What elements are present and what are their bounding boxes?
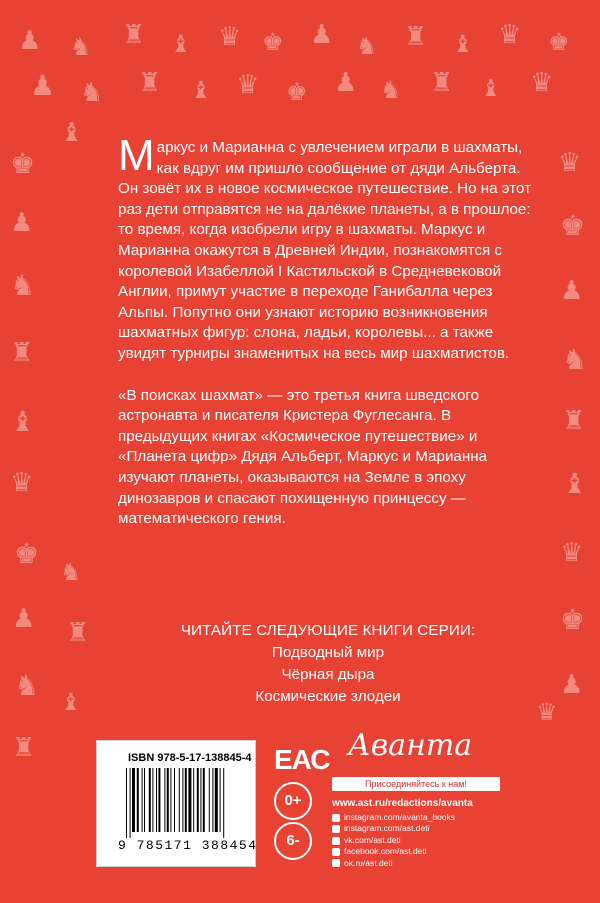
chess-piece-icon: ♞ bbox=[80, 78, 104, 108]
chess-piece-icon: ♜ bbox=[138, 68, 162, 98]
chess-piece-icon: ♝ bbox=[480, 74, 502, 102]
barcode-bar bbox=[156, 768, 157, 832]
barcode-bar bbox=[126, 768, 127, 838]
barcode-bar bbox=[149, 768, 151, 832]
blurb-text bbox=[118, 131, 538, 530]
barcode-bar bbox=[182, 768, 183, 832]
instagram-icon bbox=[332, 814, 340, 822]
chess-piece-icon: ♚ bbox=[262, 28, 284, 56]
series-list bbox=[118, 620, 538, 708]
chess-piece-icon: ♛ bbox=[10, 468, 34, 498]
social-link: instagram.com/avanta_books bbox=[344, 812, 456, 822]
chess-piece-icon: ♞ bbox=[562, 343, 588, 376]
chess-piece-icon: ♜ bbox=[430, 68, 454, 98]
chess-piece-icon: ♝ bbox=[60, 688, 82, 716]
barcode-bar bbox=[158, 768, 160, 832]
chess-piece-icon: ♝ bbox=[452, 30, 474, 58]
barcode-bar bbox=[152, 768, 153, 832]
chess-piece-icon: ♟ bbox=[560, 276, 584, 306]
barcode-bar bbox=[137, 768, 139, 832]
chess-piece-icon: ♞ bbox=[356, 32, 378, 60]
vk-icon bbox=[332, 837, 340, 845]
barcode-bar bbox=[142, 768, 143, 832]
barcode-bar bbox=[220, 768, 221, 832]
eac-mark: ЕАС bbox=[274, 744, 330, 775]
chess-piece-icon: ♛ bbox=[498, 20, 522, 50]
series-book: Космические злодеи bbox=[255, 688, 401, 705]
chess-piece-icon: ♜ bbox=[66, 618, 90, 648]
chess-piece-icon: ♟ bbox=[334, 68, 358, 98]
social-links bbox=[332, 812, 455, 869]
chess-piece-icon: ♜ bbox=[122, 20, 146, 50]
barcode-bar bbox=[185, 768, 187, 832]
barcode-bar bbox=[164, 768, 165, 832]
chess-piece-icon: ♛ bbox=[558, 148, 582, 178]
social-link: ok.ru/ast.deti bbox=[344, 857, 393, 868]
social-link: facebook.com/ast.deti bbox=[344, 846, 427, 857]
age-rating-badge: 0+ bbox=[274, 782, 312, 820]
chess-piece-icon: ♟ bbox=[12, 604, 36, 634]
chess-piece-icon: ♝ bbox=[562, 467, 588, 500]
chess-piece-icon: ♜ bbox=[562, 406, 586, 436]
barcode-bar bbox=[215, 768, 218, 832]
series-book: Подводный мир bbox=[271, 644, 385, 661]
chess-piece-icon: ♜ bbox=[404, 22, 428, 52]
chess-piece-icon: ♝ bbox=[170, 30, 192, 58]
barcode-bar bbox=[170, 768, 171, 832]
chess-piece-icon: ♚ bbox=[560, 603, 586, 636]
social-link: vk.com/ast.deti bbox=[344, 834, 401, 845]
chess-piece-icon: ♚ bbox=[286, 78, 308, 106]
chess-piece-icon: ♚ bbox=[560, 209, 586, 242]
chess-piece-icon: ♝ bbox=[60, 118, 84, 148]
barcode-number: 9 785171 388454 bbox=[118, 838, 258, 853]
barcode-bar bbox=[130, 768, 131, 838]
chess-piece-icon: ♞ bbox=[10, 269, 36, 302]
barcode-bar bbox=[179, 768, 180, 832]
chess-piece-icon: ♟ bbox=[310, 20, 334, 50]
publisher-logo: Аванта bbox=[348, 728, 473, 763]
series-heading: ЧИТАЙТЕ СЛЕДУЮЩИЕ КНИГИ СЕРИИ: bbox=[180, 622, 476, 639]
chess-piece-icon: ♞ bbox=[60, 558, 82, 586]
age-rating-badge: 6- bbox=[274, 822, 312, 860]
chess-piece-icon: ♟ bbox=[560, 670, 584, 700]
barcode-bar bbox=[209, 768, 210, 832]
chess-piece-icon: ♟ bbox=[30, 69, 56, 102]
chess-piece-icon: ♚ bbox=[10, 147, 36, 180]
barcode-bar bbox=[212, 768, 213, 832]
publisher-site: www.ast.ru/redactions/avanta bbox=[332, 798, 473, 809]
blurb-paragraph-1: аркус и Марианна с увлечением играли в шахматы, как вдруг им пришло сообщение от дяди Альберта. Он зовёт их в новое космическое путешествие. Но на этот раз дети отправятся не на далёкие планеты, а в прошлое: то время, когда изобрели игру в шахматы. Маркус и Марианна окажутся в Древней Индии, познакомятся с королевой Изабеллой I Кастильской в Средневековой Англии, примут участие в переходе Ганибалла через Альпы. Попутно они узнают историю возникновения шахматных фигур: слона, ладьи, королевы... а также увидят турниры знаменитых на весь мир шахматистов. bbox=[118, 139, 532, 362]
chess-piece-icon: ♞ bbox=[380, 76, 402, 104]
barcode-bar bbox=[144, 768, 145, 832]
chess-piece-icon: ♝ bbox=[190, 76, 212, 104]
barcode-bar bbox=[132, 768, 135, 832]
barcode-bar bbox=[223, 768, 224, 838]
chess-piece-icon: ♞ bbox=[70, 33, 92, 61]
ok-icon bbox=[332, 859, 340, 867]
chess-piece-icon: ♛ bbox=[536, 698, 558, 726]
blurb-paragraph-2: «В поисках шахмат» — это третья книга шведского астронавта и писателя Кристера Фуглесанга. В предыдущих книгах «Космическое путешествие» и «Планета цифр» Дядя Альберт, Маркус и Марианна изучают планеты, оказываются на Земле в эпоху динозавров и спасают похищенную принцессу — математического гения. bbox=[118, 386, 488, 528]
series-book: Чёрная дыра bbox=[281, 666, 375, 683]
chess-piece-icon: ♝ bbox=[10, 405, 36, 438]
barcode-bar bbox=[200, 768, 201, 832]
drop-cap: М bbox=[118, 131, 155, 180]
chess-piece-icon: ♞ bbox=[14, 669, 40, 702]
barcode-bar bbox=[197, 768, 199, 832]
barcode-bar bbox=[193, 768, 194, 832]
join-banner: Присоединяйтесь к нам! bbox=[332, 777, 500, 791]
chess-piece-icon: ♛ bbox=[236, 70, 260, 100]
chess-piece-icon: ♚ bbox=[14, 537, 40, 570]
barcode-bar bbox=[188, 768, 191, 832]
instagram-icon bbox=[332, 825, 340, 833]
barcode bbox=[124, 768, 260, 838]
barcode-bar bbox=[203, 768, 205, 832]
facebook-icon bbox=[332, 848, 340, 856]
chess-piece-icon: ♜ bbox=[12, 733, 36, 763]
chess-piece-icon: ♛ bbox=[530, 68, 554, 98]
barcode-bar bbox=[167, 768, 169, 832]
chess-piece-icon: ♟ bbox=[18, 26, 42, 56]
barcode-bar bbox=[174, 768, 175, 832]
chess-piece-icon: ♟ bbox=[10, 208, 34, 238]
isbn-label: ISBN 978-5-17-138845-4 bbox=[128, 752, 252, 764]
chess-piece-icon: ♛ bbox=[560, 538, 584, 568]
chess-piece-icon: ♜ bbox=[10, 338, 34, 368]
social-link: instagram.com/ast.deti bbox=[344, 823, 430, 834]
chess-piece-icon: ♚ bbox=[548, 28, 570, 56]
chess-piece-icon: ♛ bbox=[218, 22, 242, 52]
